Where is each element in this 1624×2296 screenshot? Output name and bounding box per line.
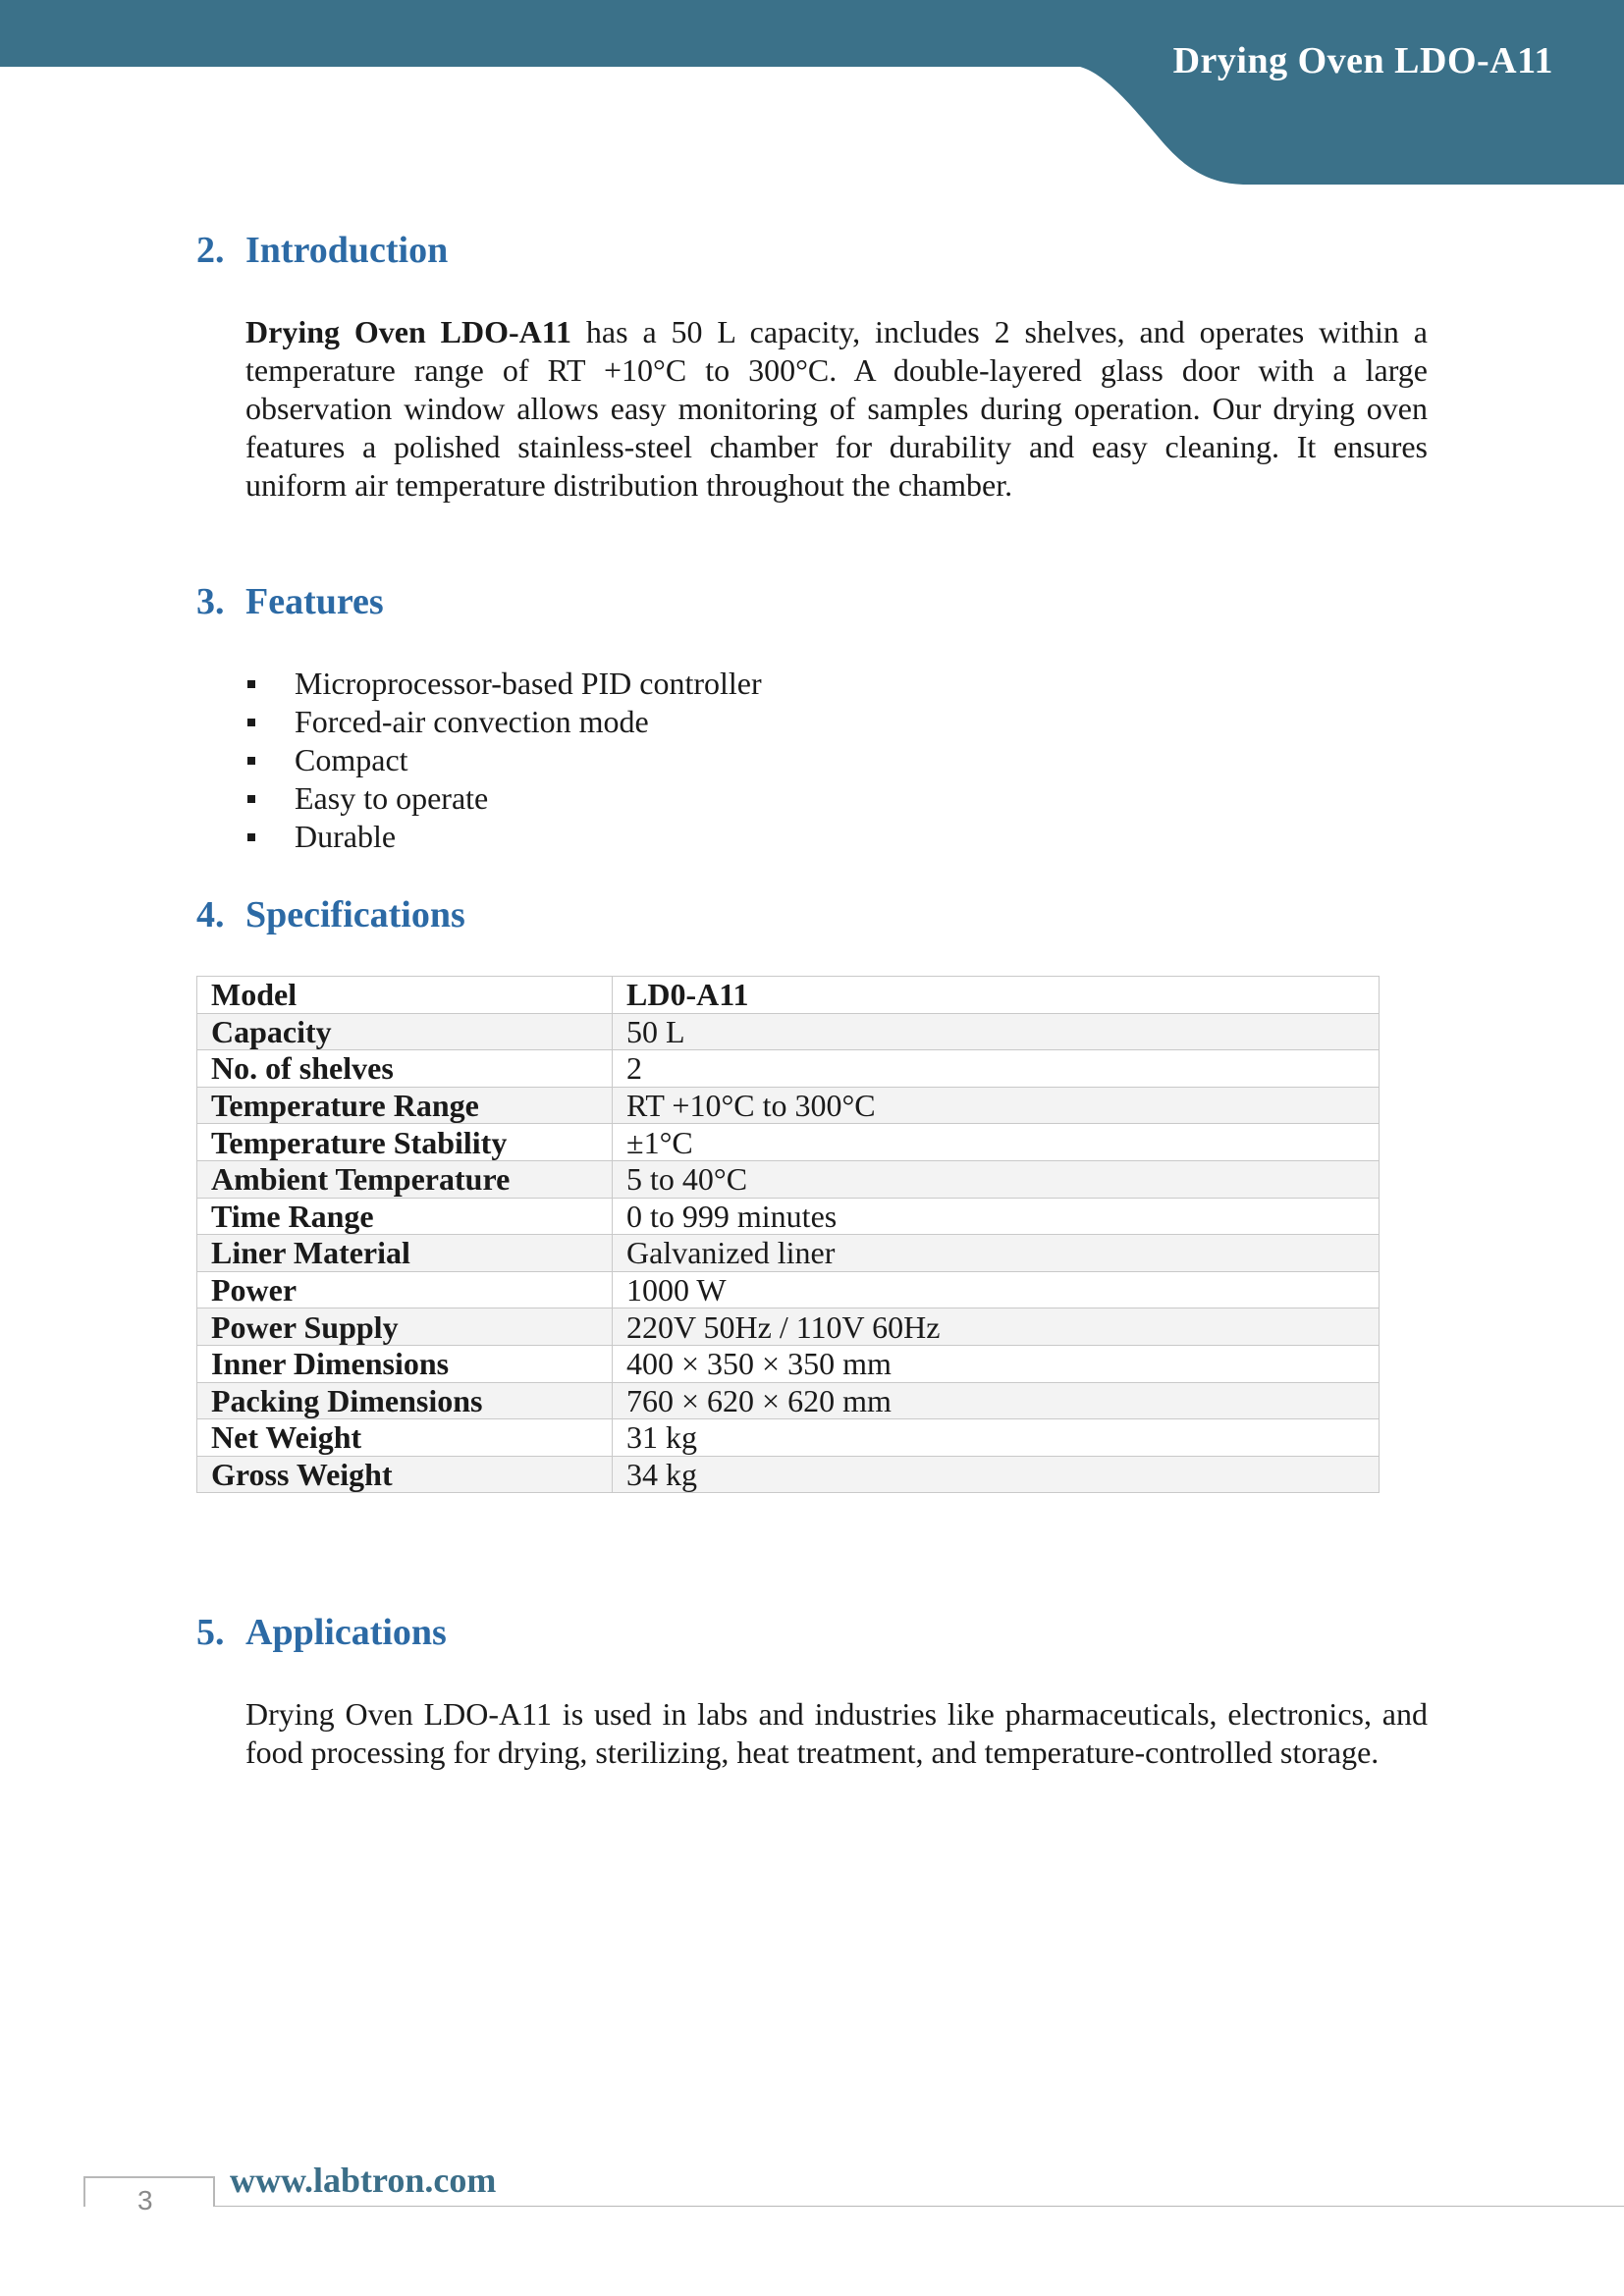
specifications-number: 4. [196,894,225,935]
applications-heading [196,1611,447,1654]
introduction-title: Introduction [245,230,449,271]
spec-value: 760 × 620 × 620 mm [613,1382,1380,1419]
spec-value: Galvanized liner [613,1235,1380,1272]
feature-text: Easy to operate [295,780,489,816]
introduction-paragraph [245,313,1428,505]
applications-number: 5. [196,1612,225,1653]
header-title: Drying Oven LDO-A11 [1172,40,1553,81]
bullet-icon [247,757,255,765]
spec-value: 220V 50Hz / 110V 60Hz [613,1308,1380,1346]
table-row [197,1419,1380,1457]
table-row [197,1271,1380,1308]
footer-url[interactable]: www.labtron.com [230,2161,497,2200]
spec-value: 5 to 40°C [613,1160,1380,1198]
spec-key: Gross Weight [197,1456,613,1493]
bullet-icon [247,795,255,803]
feature-item [245,779,762,818]
features-title: Features [245,581,384,622]
table-row [197,1345,1380,1382]
page-number: 3 [137,2185,153,2216]
feature-text: Microprocessor-based PID controller [295,666,762,701]
specifications-title: Specifications [245,894,465,935]
bullet-icon [247,680,255,688]
table-row [197,1013,1380,1050]
bullet-icon [247,719,255,726]
table-row [197,977,1380,1014]
spec-value: 2 [613,1050,1380,1088]
spec-key: Inner Dimensions [197,1345,613,1382]
feature-item [245,818,762,856]
spec-value: 400 × 350 × 350 mm [613,1345,1380,1382]
spec-value: 50 L [613,1013,1380,1050]
table-row [197,1160,1380,1198]
features-heading [196,580,384,623]
spec-value: 1000 W [613,1271,1380,1308]
introduction-heading [196,229,448,272]
spec-value: RT +10°C to 300°C [613,1087,1380,1124]
introduction-text: has a 50 L capacity, includes 2 shelves, and operates within a temperature range of RT +10°C to 300°C. A double-layered glass door with a large observation window allows easy monitoring of samples during operation. Our drying oven features a polished stainless-steel chamber for durability and easy cleaning. It ensures uniform air temperature distribution throughout the chamber. [245,314,1429,503]
bullet-icon [247,833,255,841]
spec-key: Model [197,977,613,1014]
specifications-table [196,976,1380,1493]
introduction-lead: Drying Oven LDO-A11 [245,314,572,349]
table-row [197,1456,1380,1493]
feature-item [245,741,762,779]
table-row [197,1382,1380,1419]
spec-value: 0 to 999 minutes [613,1198,1380,1235]
spec-key: Net Weight [197,1419,613,1457]
applications-title: Applications [245,1612,447,1653]
applications-paragraph: Drying Oven LDO-A11 is used in labs and industries like pharmaceuticals, electronics, and food processing for drying, sterilizing, heat treatment, and temperature-controlled storage. [245,1696,1428,1770]
spec-key: Power Supply [197,1308,613,1346]
spec-key: Temperature Range [197,1087,613,1124]
features-number: 3. [196,581,225,622]
spec-value: ±1°C [613,1124,1380,1161]
spec-value: 31 kg [613,1419,1380,1457]
specifications-heading [196,893,465,936]
spec-value: LD0-A11 [613,977,1380,1014]
spec-key: Liner Material [197,1235,613,1272]
spec-key: Temperature Stability [197,1124,613,1161]
spec-key: Time Range [197,1198,613,1235]
spec-key: Power [197,1271,613,1308]
feature-text: Forced-air convection mode [295,704,649,739]
introduction-number: 2. [196,230,225,271]
table-row [197,1198,1380,1235]
feature-text: Compact [295,742,408,777]
table-row [197,1050,1380,1088]
table-row [197,1308,1380,1346]
features-list [245,665,762,856]
spec-key: Ambient Temperature [197,1160,613,1198]
header-band [0,0,1624,191]
feature-text: Durable [295,819,397,854]
feature-item [245,665,762,703]
spec-key: Capacity [197,1013,613,1050]
table-row [197,1235,1380,1272]
table-row [197,1087,1380,1124]
spec-key: No. of shelves [197,1050,613,1088]
feature-item [245,703,762,741]
spec-value: 34 kg [613,1456,1380,1493]
table-row [197,1124,1380,1161]
spec-key: Packing Dimensions [197,1382,613,1419]
